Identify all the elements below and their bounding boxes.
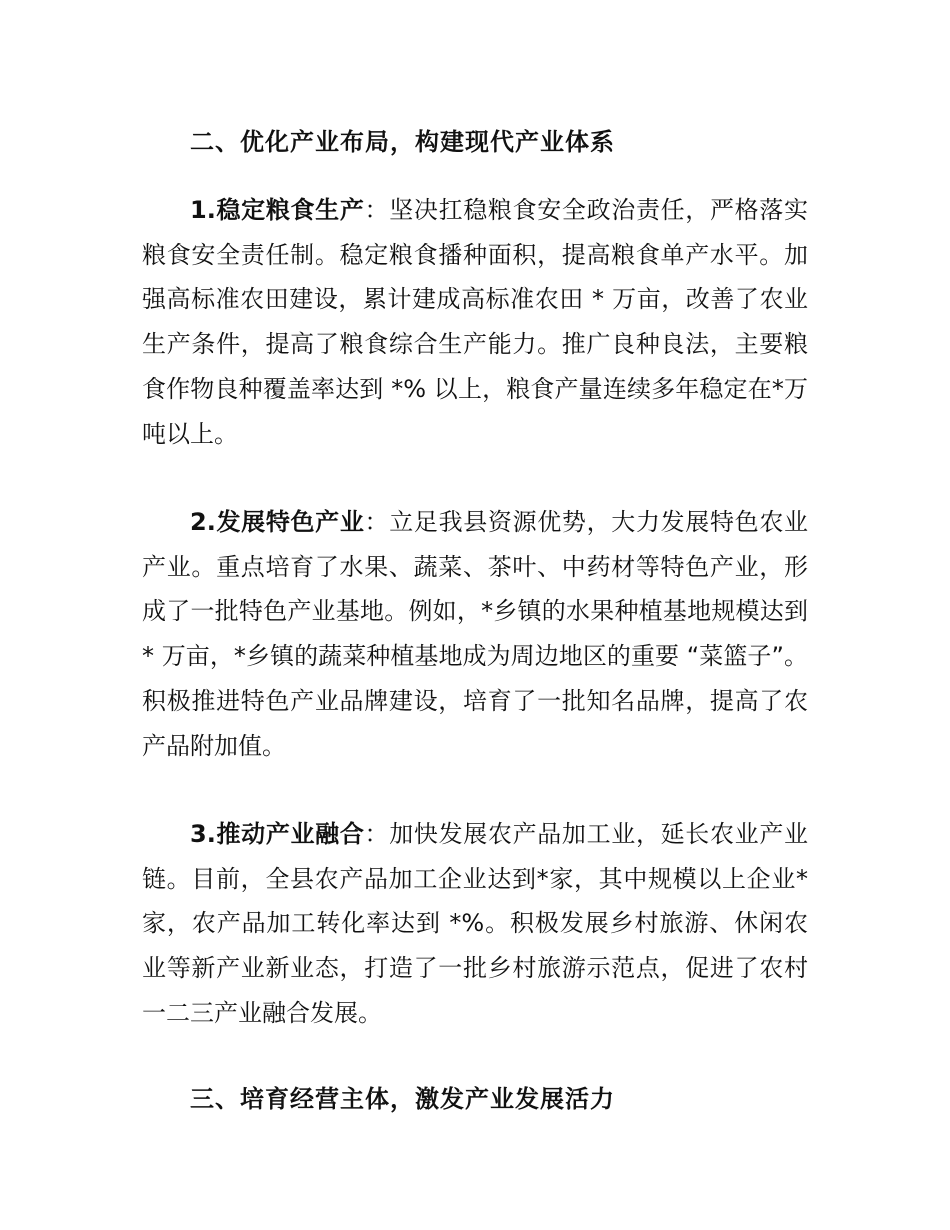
paragraph-lead-specialty-industry: 2.发展特色产业 [190,508,365,536]
section-heading-3: 三、培育经营主体，激发产业发展活力 [190,1085,615,1113]
paragraph-industry-integration [142,812,808,1036]
section-heading-2: 二、优化产业布局，构建现代产业体系 [190,128,615,156]
paragraph-body-grain-production: ：坚决扛稳粮食安全政治责任，严格落实粮食安全责任制。稳定粮食播种面积，提高粮食单产水平。加强高标准农田建设，累计建成高标准农田 * 万亩，改善了农业生产条件，提高了粮食综合生产能力。推广良种良法，主要粮食作物良种覆盖率达到 *% 以上，粮食产量连续多年稳定在*万吨以上。 [142,196,809,448]
paragraph-lead-industry-integration: 3.推动产业融合 [190,820,365,848]
paragraph-specialty-industry [142,500,808,768]
paragraph-body-industry-integration: ：加快发展农产品加工业，延长农业产业链。目前，全县农产品加工企业达到*家，其中规模以上企业*家，农产品加工转化率达到 *%。积极发展乡村旅游、休闲农业等新产业新业态，打造了一批乡村旅游示范点，促进了农村一二三产业融合发展。 [142,820,809,1027]
paragraph-body-specialty-industry: ：立足我县资源优势，大力发展特色农业产业。重点培育了水果、蔬菜、茶叶、中药材等特色产业，形成了一批特色产业基地。例如，*乡镇的水果种植基地规模达到 * 万亩，*乡镇的蔬菜种植基地成为周边地区的重要 “菜篮子”。积极推进特色产业品牌建设，培育了一批知名品牌，提高了农产品附加值。 [142,508,809,760]
paragraph-grain-production [142,188,808,456]
paragraph-lead-grain-production: 1.稳定粮食生产 [190,196,365,224]
